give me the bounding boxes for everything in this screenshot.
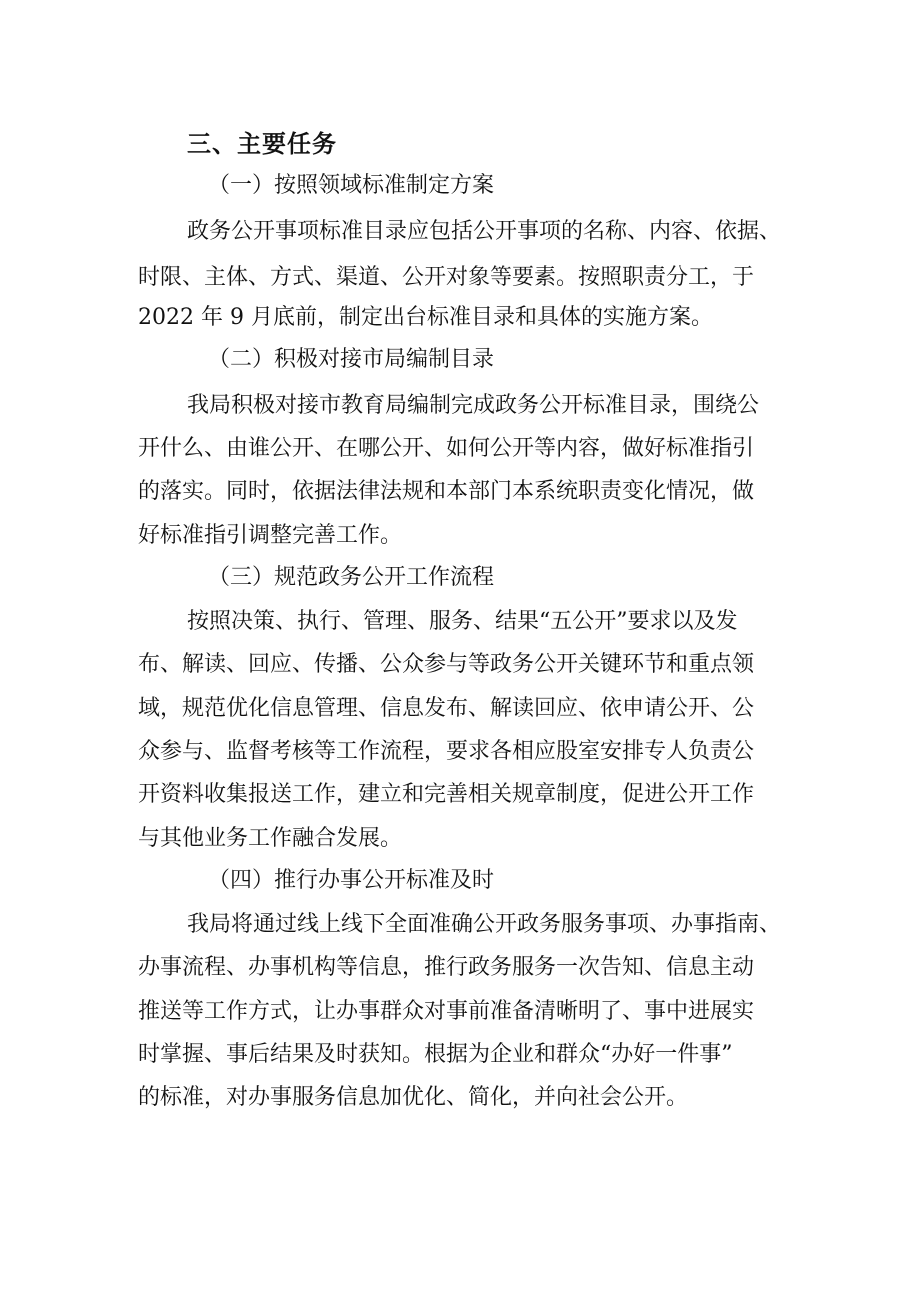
subsection-title-2: （二）积极对接市局编制目录 <box>208 347 495 372</box>
paragraph-line: 时掌握、事后结果及时获知。根据为企业和群众“办好一件事” <box>138 1042 733 1067</box>
paragraph-line: 推送等工作方式，让办事群众对事前准备清晰明了、事中进展实 <box>138 999 755 1024</box>
paragraph-line: 好标准指引调整完善工作。 <box>138 523 403 548</box>
paragraph-line: 我局将通过线上线下全面准确公开政务服务事项、办事指南、 <box>187 912 782 937</box>
paragraph-line: 众参与、监督考核等工作流程，要求各相应股室安排专人负责公 <box>138 739 755 764</box>
subsection-title-3: （三）规范政务公开工作流程 <box>208 565 495 590</box>
paragraph-line: 时限、主体、方式、渠道、公开对象等要素。按照职责分工，于 <box>138 265 755 290</box>
paragraph-line: 我局积极对接市教育局编制完成政务公开标准目录，围绕公 <box>187 393 760 418</box>
paragraph-line: 政务公开事项标准目录应包括公开事项的名称、内容、依据、 <box>187 219 782 244</box>
paragraph-line: 办事流程、办事机构等信息，推行政务服务一次告知、信息主动 <box>138 955 755 980</box>
paragraph-line: 开什么、由谁公开、在哪公开、如何公开等内容，做好标准指引 <box>138 436 755 461</box>
subsection-title-4: （四）推行办事公开标准及时 <box>208 868 495 893</box>
section-heading: 三、主要任务 <box>187 130 337 158</box>
paragraph-line: 的标准，对办事服务信息加优化、简化，并向社会公开。 <box>138 1085 689 1110</box>
paragraph-line: 与其他业务工作融合发展。 <box>138 826 403 851</box>
subsection-title-1: （一）按照领域标准制定方案 <box>208 173 495 198</box>
paragraph-line: 开资料收集报送工作，建立和完善相关规章制度，促进公开工作 <box>138 782 755 807</box>
paragraph-line: 2022 年 9 月底前，制定出台标准目录和具体的实施方案。 <box>138 305 713 330</box>
paragraph-line: 按照决策、执行、管理、服务、结果“五公开”要求以及发 <box>187 609 738 634</box>
paragraph-line: 布、解读、回应、传播、公众参与等政务公开关键环节和重点领 <box>138 652 755 677</box>
paragraph-line: 的落实。同时，依据法律法规和本部门本系统职责变化情况，做 <box>138 479 755 504</box>
paragraph-line: 域，规范优化信息管理、信息发布、解读回应、依申请公开、公 <box>138 696 755 721</box>
